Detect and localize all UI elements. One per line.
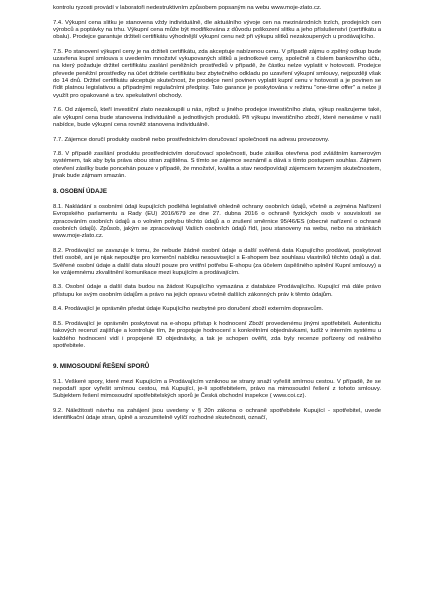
paragraph-8-2: 8.2. Prodávající se zavazuje k tomu, že nebude žádné osobní údaje a další svěřená data Kupujícího prodávat, poskytovat třetí osobě, ani je nijak nepoužije pro komerční nabídku nesouvisející s E-shopem bez souhlasu vlastníků těchto údajů a dat. Svěřené osobní údaje a další data slouží pouze pro vnitřní potřebu E-shopu (za účelem úspěšného splnění Kupní smlouvy) a ke vzájemnému zkvalitnění komunikace mezi kupujícím a prodávajícím.: [53, 247, 381, 276]
section-8-heading: 8. OSOBNÍ ÚDAJE: [53, 188, 107, 196]
paragraph-9-1: 9.1. Veškeré spory, které mezi Kupujícím a Prodávajícím vzniknou se strany snaží vyřešit smírnou cestou. V případě, že se nepodaří spor vyřešit smírnou cestou, má Kupující, je-li spotřebitelem, právo na mimosoudní řešení z tohoto smlouvy. Subjektem řešení mimosoudní spotřebitelských sporů je Česká obchodní inspekce ( www.coi.cz).: [53, 378, 381, 400]
paragraph-8-1: 8.1. Nakládání s osobními údaji kupujících podléhá legislativě ohledně ochrany osobních údajů, včetně a zejména Nařízení Evropského parlamentu a Rady (EU) 2016/679 ze dne 27. dubna 2016 o ochraně fyzických osob v souvislosti se zpracováním osobních údajů a o volném pohybu těchto údajů a o zrušení směrnice 95/46/ES (obecné nařízení o ochraně osobních údajů). Způsob, jakým se zpracovávají Vašich osobních údajů řídí, jsou stanoveny na webu, nebo na stránkách www.moje-zlato.cz.: [53, 203, 381, 240]
paragraph-8-3: 8.3. Osobní údaje a další data budou na žádost Kupujícího vymazána z databáze Prodávajícího. Kupující má dále právo přístupu ke svým osobním údajům a právo na jejich opravu včetně dalších zákonných práv k těmto údajům.: [53, 284, 381, 298]
paragraph-7-8: 7.8. V případě zasílání produktu prostřednictvím doručovací společnosti, bude zásilka otevřena pod zvláštním kamerovým systémem, tak aby byla práva obou stran zajištěna. S tímto se zájemce seznámil a dává s tímto postupem souhlas. Zájmem otevření zásilky bude poncehán pouze v případě, že množství, kvalita a stav neodpovídají zájemcem tvrzeným skutečnostem, jinak bude zájmam smazán.: [53, 151, 381, 180]
intro-line: kontrolu ryzosti provádí v laboratoři nedestruktivním způsobem popsaným na webu www.moje-zlato.cz.: [53, 5, 322, 11]
paragraph-9-2: 9.2. Náležitosti návrhu na zahájení jsou uvedeny v § 20n zákona o ochraně spotřebitele Kupující - spotřebitel, uvede identifikační údaje stran, úplně a srozumitelně vylíčí rozhodné skutečnosti, označí,: [53, 407, 381, 422]
paragraph-7-4: 7.4. Výkupní cena slitku je stanovena vždy individuálně, dle aktuálního vývoje cen na mezinárodních trzích, prodejních cen výrobců a poptávky na trhu. Výkupní cena může být modifikována z důvodu poškození slitku a jeho příslušenství (certifikátu a obalu). Prodejce garantuje držiteli certifikátu výhodnější výkupní cenu než při výkupu slitků nezakoupených u prodávajícího.: [53, 19, 381, 41]
paragraph-7-7: 7.7. Zájemce doručí produkty osobně nebo prostřednictvím doručovací společnosti na adresu provozovny.: [53, 136, 330, 143]
section-9-heading: 9. MIMOSOUDNÍ ŘEŠENÍ SPORŮ: [53, 363, 150, 371]
paragraph-7-6: 7.6. Od zájemců, kteří investiční zlato nezakoupili u nás, nýbrž u jiného prodejce investičního zlata, výkup realizujeme také, ale výkupní cena bude stanovena individuálně a jednotlivých produktů. Při výkupu investičního zboží, které neneáme v naší nabídce, bude výkupní cena rovněž stanovena individuálně.: [53, 107, 381, 129]
paragraph-7-5: 7.5. Po stanovení výkupní ceny je na držiteli certifikátu, zda akceptuje nabízenou cenu. V případě zájmu o zpětný odkup bude uzavřena kupní smlouva s uvedením množství vykupovaných slitků a jednotkové ceny, společně s číslem bankovního účtu, na který požaduje držitel certifikátu zaslání peněžních prostředků v případě, že částku nelze vyplatit v hotovosti. Prodejce převede peněžní prostředky na účet držitele certifikátu bez zbytečného odkladu po uzavření výkupní smlouvy, nejpozději však do 14 dnů. Držitel certifikátu akceptuje skutečnost, že prodejce není povinen vyplatit kupní cenu v hotovosti a je povinen se řídit platnou legislativou a případnými regulačními předpisy. Tato garance je poskytována v režimu "one-time offer" a nelze ji využít pro opakované a tzv. spekulativní obchody.: [53, 48, 381, 99]
paragraph-8-5: 8.5. Prodávající je oprávněn poskytovat na e-shopu přístup k hodnocení Zboží provedenému jinými spotřebiteli. Autenticitu takových recenzí zajišťuje a kontroluje tím, že propojuje hodnocení s konkrétními objednávkami, tudíž v interním systému u každého hodnocení vidí i propojené ID objednávky, a tak je schopen ověřit, zda byly recenze pořízeny od reálného spotřebitele.: [53, 320, 381, 349]
paragraph-8-4: 8.4. Prodávající je oprávněn předat údaje Kupujícího nezbytné pro doručení zboží externím dopravcům.: [53, 306, 324, 313]
